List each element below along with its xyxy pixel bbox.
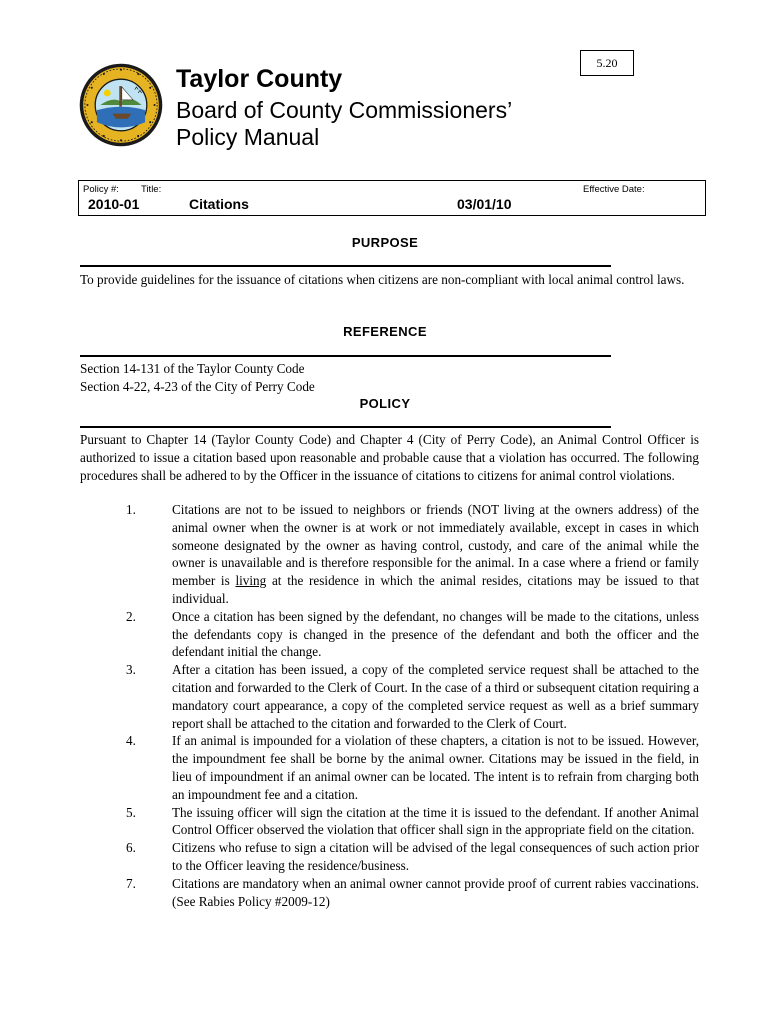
effective-date-label: Effective Date: <box>583 184 645 195</box>
list-item-number: 7. <box>126 875 136 891</box>
manual-title: Policy Manual <box>176 124 320 150</box>
list-item <box>80 804 699 840</box>
policy-heading: POLICY <box>359 396 411 411</box>
list-item-text: Citations are mandatory when an animal owner cannot provide proof of current rabies vaccinations. (See Rabies Policy #2009-12) <box>172 875 699 909</box>
list-item <box>80 501 699 608</box>
list-item-text: Citizens who refuse to sign a citation will be advised of the legal consequences of such action prior to the Officer leaving the residence/business. <box>172 840 699 873</box>
effective-date: 03/01/10 <box>457 196 512 212</box>
county-name: Taylor County <box>176 65 343 93</box>
list-item-text: Citations are not to be issued to neighbors or friends (NOT living at the owners address) of the animal owner when the owner is at work or not immediately available, except in cases in which someone designated by the owner as having control, custody, and care of the animal while the owner is unavailable and is therefore responsible for the animal. In a case where a friend or family member is <box>172 502 699 589</box>
reference-rule <box>80 355 611 357</box>
reference-line: Section 14-131 of the Taylor County Code <box>80 361 305 376</box>
list-item-text: Once a citation has been signed by the defendant, no changes will be made to the citations, unless the defendants copy is changed in the presence of the defendant and both the officer and the defendant initial the change. <box>172 608 699 660</box>
list-item-number: 6. <box>126 840 136 856</box>
county-seal-icon <box>78 62 164 148</box>
policy-title: Citations <box>189 196 249 212</box>
policy-rule <box>80 426 611 428</box>
list-item-text: The issuing officer will sign the citation at the time it is issued to the defendant. If another Animal Control Officer observed the violation that officer shall sign in the appropriate field on the citation. <box>172 804 699 838</box>
list-item-number: 3. <box>126 662 136 678</box>
policy-intro: Pursuant to Chapter 14 (Taylor County Code) and Chapter 4 (City of Perry Code), an Animal Control Officer is authorized to issue a citation based upon reasonable and probable cause that a violation has occurred. The following procedures shall be adhered to by the Officer in the issuance of citations to citizens for animal control violations. <box>80 432 699 483</box>
page-number: 5.20 <box>596 56 618 70</box>
list-item-number: 5. <box>126 804 136 820</box>
board-title: Board of County Commissioners’ <box>176 97 513 123</box>
list-item-number: 1. <box>126 502 136 517</box>
purpose-rule <box>80 265 611 267</box>
title-label: Title: <box>141 184 162 195</box>
list-item-number: 2. <box>126 608 136 624</box>
reference-line: Section 4-22, 4-23 of the City of Perry Code <box>80 379 315 394</box>
policy-number-label: Policy #: <box>83 184 119 195</box>
list-item-text: at the residence in which the animal resides, citations may be issued to that individual. <box>172 573 699 606</box>
list-item-text: If an animal is impounded for a violation of these chapters, a citation is not to be issued. However, the impoundment fee shall be borne by the animal owner. Citations may be issued in the field, in lieu of impoundment if an animal owner can be located. The intent is to refrain from charging both an impoundment fee and a citation. <box>172 733 699 802</box>
underlined-word: living <box>235 573 267 589</box>
list-item <box>80 875 699 911</box>
list-item <box>80 608 699 661</box>
policy-list <box>80 501 699 910</box>
list-item <box>80 661 699 732</box>
list-item <box>80 839 699 875</box>
list-item <box>80 732 699 803</box>
purpose-heading: PURPOSE <box>351 235 419 250</box>
page-number-box <box>580 50 634 76</box>
policy-number: 2010-01 <box>88 196 140 212</box>
purpose-text: To provide guidelines for the issuance of citations when citizens are non-compliant with local animal control laws. <box>80 272 685 287</box>
list-item-text: After a citation has been issued, a copy of the completed service request shall be attached to the citation and forwarded to the Clerk of Court. In the case of a third or subsequent citation requiring a mandatory court appearance, a copy of the completed service request as well as a brief summary report shall be attached to the citation and forwarded to the Clerk of Court. <box>172 662 699 731</box>
list-item-number: 4. <box>126 733 136 749</box>
reference-heading: REFERENCE <box>343 324 427 339</box>
policy-info-box <box>78 180 706 216</box>
